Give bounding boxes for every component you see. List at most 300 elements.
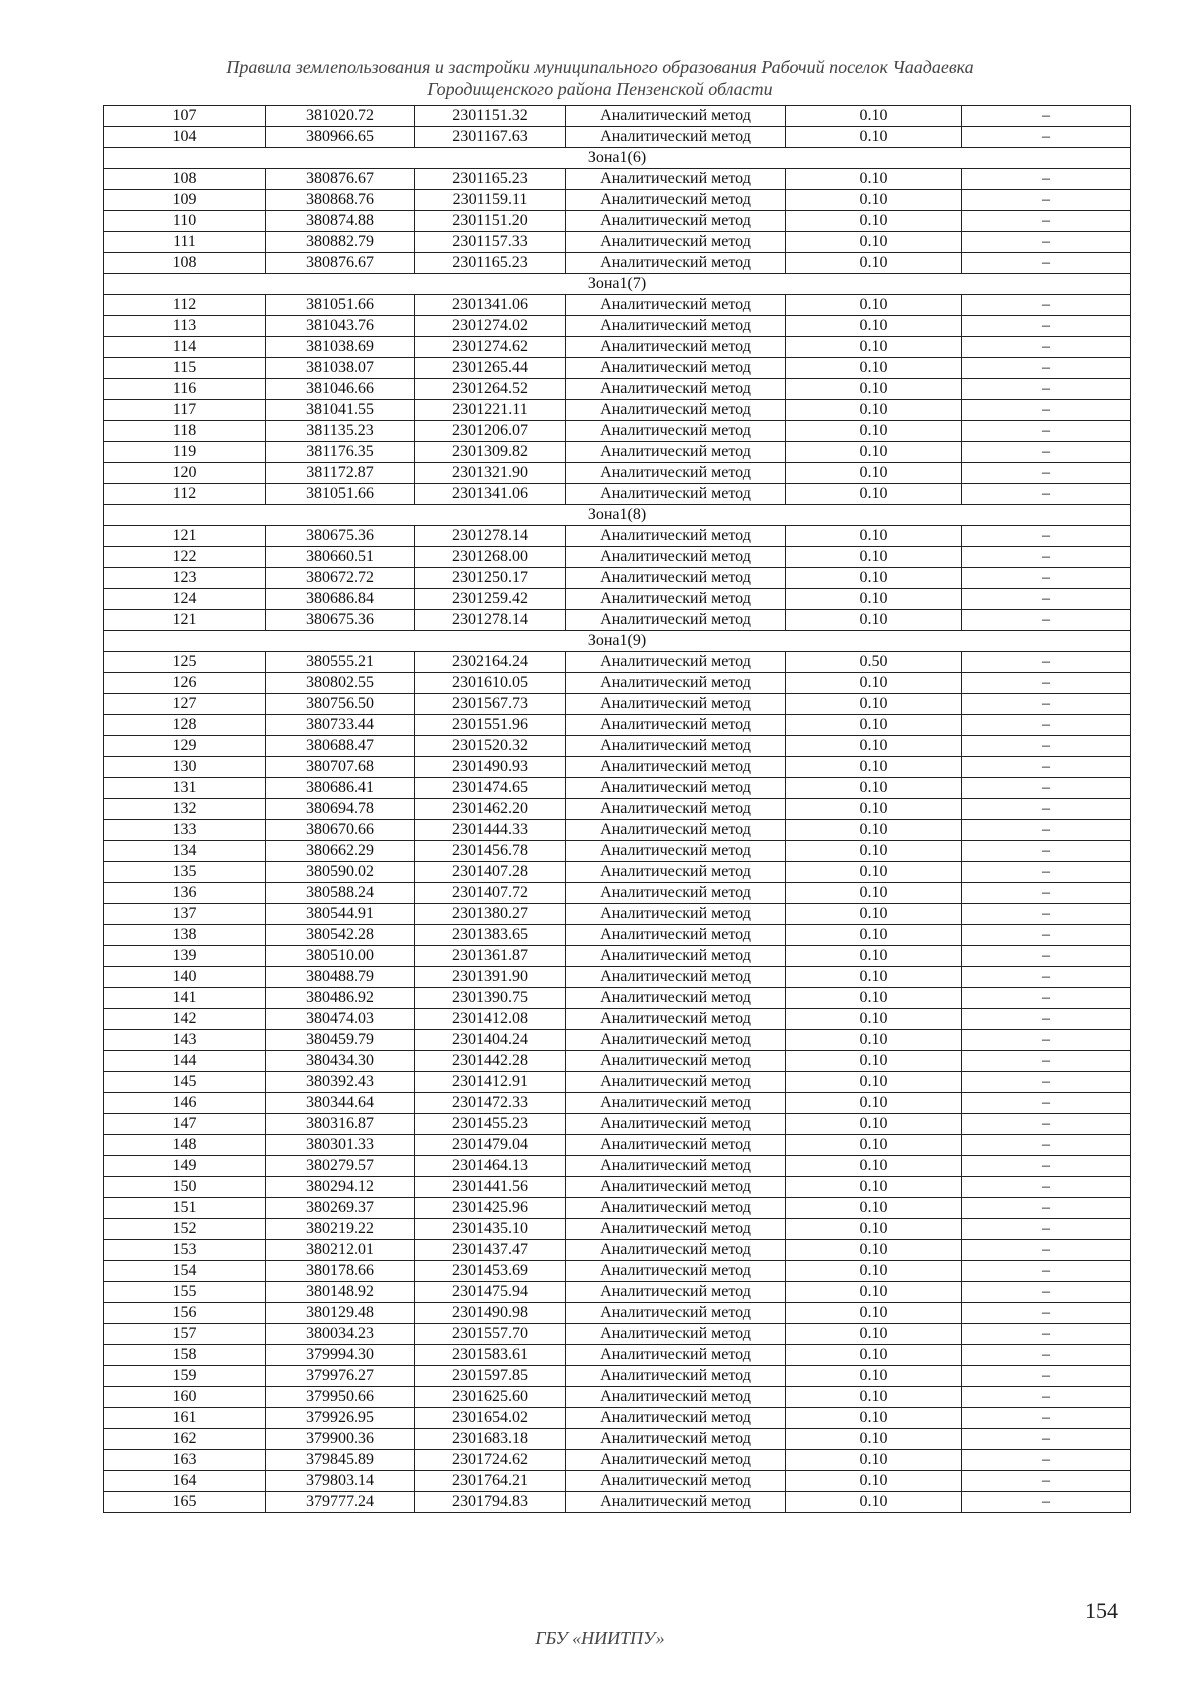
- y-coordinate-cell: 2301151.20: [415, 211, 566, 232]
- description-cell: –: [962, 253, 1131, 274]
- table-row: [104, 610, 1131, 631]
- point-number-cell: 121: [104, 526, 266, 547]
- table-row: [104, 1408, 1131, 1429]
- point-number-cell: 104: [104, 127, 266, 148]
- accuracy-cell: 0.10: [786, 1072, 962, 1093]
- x-coordinate-cell: 380688.47: [266, 736, 415, 757]
- x-coordinate-cell: 380675.36: [266, 526, 415, 547]
- table-row: [104, 295, 1131, 316]
- point-number-cell: 130: [104, 757, 266, 778]
- table-row: [104, 358, 1131, 379]
- x-coordinate-cell: 380555.21: [266, 652, 415, 673]
- x-coordinate-cell: 380212.01: [266, 1240, 415, 1261]
- y-coordinate-cell: 2301407.28: [415, 862, 566, 883]
- description-cell: –: [962, 1219, 1131, 1240]
- x-coordinate-cell: 380686.84: [266, 589, 415, 610]
- x-coordinate-cell: 380686.41: [266, 778, 415, 799]
- accuracy-cell: 0.10: [786, 1345, 962, 1366]
- table-row: [104, 127, 1131, 148]
- x-coordinate-cell: 380279.57: [266, 1156, 415, 1177]
- table-row: [104, 1093, 1131, 1114]
- description-cell: –: [962, 106, 1131, 127]
- point-number-cell: 108: [104, 253, 266, 274]
- y-coordinate-cell: 2301407.72: [415, 883, 566, 904]
- x-coordinate-cell: 381176.35: [266, 442, 415, 463]
- x-coordinate-cell: 379803.14: [266, 1471, 415, 1492]
- description-cell: –: [962, 379, 1131, 400]
- y-coordinate-cell: 2301274.02: [415, 316, 566, 337]
- description-cell: –: [962, 400, 1131, 421]
- accuracy-cell: 0.10: [786, 1009, 962, 1030]
- accuracy-cell: 0.10: [786, 778, 962, 799]
- x-coordinate-cell: 380294.12: [266, 1177, 415, 1198]
- y-coordinate-cell: 2301268.00: [415, 547, 566, 568]
- y-coordinate-cell: 2301404.24: [415, 1030, 566, 1051]
- method-cell: Аналитический метод: [566, 1282, 786, 1303]
- method-cell: Аналитический метод: [566, 358, 786, 379]
- table-row: [104, 820, 1131, 841]
- accuracy-cell: 0.10: [786, 127, 962, 148]
- description-cell: –: [962, 1303, 1131, 1324]
- point-number-cell: 131: [104, 778, 266, 799]
- coordinates-table-body: [104, 106, 1131, 1513]
- point-number-cell: 136: [104, 883, 266, 904]
- table-row: [104, 547, 1131, 568]
- method-cell: Аналитический метод: [566, 1345, 786, 1366]
- point-number-cell: 134: [104, 841, 266, 862]
- y-coordinate-cell: 2301412.91: [415, 1072, 566, 1093]
- description-cell: –: [962, 127, 1131, 148]
- zone-label: Зона1(6): [104, 148, 1131, 169]
- method-cell: Аналитический метод: [566, 463, 786, 484]
- point-number-cell: 157: [104, 1324, 266, 1345]
- table-row: [104, 715, 1131, 736]
- y-coordinate-cell: 2301206.07: [415, 421, 566, 442]
- description-cell: –: [962, 1282, 1131, 1303]
- point-number-cell: 140: [104, 967, 266, 988]
- table-row: [104, 652, 1131, 673]
- accuracy-cell: 0.10: [786, 1303, 962, 1324]
- accuracy-cell: 0.10: [786, 526, 962, 547]
- description-cell: –: [962, 778, 1131, 799]
- accuracy-cell: 0.10: [786, 1387, 962, 1408]
- y-coordinate-cell: 2301490.93: [415, 757, 566, 778]
- description-cell: –: [962, 421, 1131, 442]
- accuracy-cell: 0.10: [786, 379, 962, 400]
- table-row: [104, 1324, 1131, 1345]
- x-coordinate-cell: 380129.48: [266, 1303, 415, 1324]
- accuracy-cell: 0.10: [786, 1408, 962, 1429]
- x-coordinate-cell: 381020.72: [266, 106, 415, 127]
- y-coordinate-cell: 2301444.33: [415, 820, 566, 841]
- table-row: [104, 1492, 1131, 1513]
- method-cell: Аналитический метод: [566, 1093, 786, 1114]
- point-number-cell: 146: [104, 1093, 266, 1114]
- coordinates-table: [103, 105, 1131, 1513]
- table-row: [104, 316, 1131, 337]
- y-coordinate-cell: 2301167.63: [415, 127, 566, 148]
- table-row: [104, 190, 1131, 211]
- accuracy-cell: 0.10: [786, 820, 962, 841]
- accuracy-cell: 0.10: [786, 1177, 962, 1198]
- point-number-cell: 124: [104, 589, 266, 610]
- method-cell: Аналитический метод: [566, 1135, 786, 1156]
- table-row: [104, 925, 1131, 946]
- table-row: [104, 1198, 1131, 1219]
- x-coordinate-cell: 379777.24: [266, 1492, 415, 1513]
- table-row: [104, 904, 1131, 925]
- accuracy-cell: 0.10: [786, 232, 962, 253]
- table-row: [104, 568, 1131, 589]
- y-coordinate-cell: 2301437.47: [415, 1240, 566, 1261]
- x-coordinate-cell: 380510.00: [266, 946, 415, 967]
- zone-header-row: [104, 274, 1131, 295]
- description-cell: –: [962, 715, 1131, 736]
- accuracy-cell: 0.10: [786, 988, 962, 1009]
- description-cell: –: [962, 1492, 1131, 1513]
- x-coordinate-cell: 380675.36: [266, 610, 415, 631]
- header-line-1: Правила землепользования и застройки муниципального образования Рабочий поселок Чаадаевка: [226, 57, 974, 77]
- description-cell: –: [962, 337, 1131, 358]
- point-number-cell: 156: [104, 1303, 266, 1324]
- point-number-cell: 160: [104, 1387, 266, 1408]
- method-cell: Аналитический метод: [566, 799, 786, 820]
- description-cell: –: [962, 1030, 1131, 1051]
- description-cell: –: [962, 610, 1131, 631]
- method-cell: Аналитический метод: [566, 925, 786, 946]
- point-number-cell: 110: [104, 211, 266, 232]
- point-number-cell: 122: [104, 547, 266, 568]
- x-coordinate-cell: 380707.68: [266, 757, 415, 778]
- point-number-cell: 116: [104, 379, 266, 400]
- table-row: [104, 337, 1131, 358]
- y-coordinate-cell: 2301151.32: [415, 106, 566, 127]
- point-number-cell: 158: [104, 1345, 266, 1366]
- y-coordinate-cell: 2301475.94: [415, 1282, 566, 1303]
- description-cell: –: [962, 547, 1131, 568]
- x-coordinate-cell: 379950.66: [266, 1387, 415, 1408]
- method-cell: Аналитический метод: [566, 862, 786, 883]
- point-number-cell: 138: [104, 925, 266, 946]
- accuracy-cell: 0.10: [786, 1261, 962, 1282]
- accuracy-cell: 0.10: [786, 925, 962, 946]
- y-coordinate-cell: 2301610.05: [415, 673, 566, 694]
- y-coordinate-cell: 2301464.13: [415, 1156, 566, 1177]
- point-number-cell: 120: [104, 463, 266, 484]
- point-number-cell: 149: [104, 1156, 266, 1177]
- y-coordinate-cell: 2301157.33: [415, 232, 566, 253]
- x-coordinate-cell: 380434.30: [266, 1051, 415, 1072]
- point-number-cell: 113: [104, 316, 266, 337]
- point-number-cell: 165: [104, 1492, 266, 1513]
- table-row: [104, 400, 1131, 421]
- accuracy-cell: 0.10: [786, 1429, 962, 1450]
- x-coordinate-cell: 380034.23: [266, 1324, 415, 1345]
- table-row: [104, 1387, 1131, 1408]
- point-number-cell: 147: [104, 1114, 266, 1135]
- accuracy-cell: 0.10: [786, 1366, 962, 1387]
- table-row: [104, 1261, 1131, 1282]
- point-number-cell: 125: [104, 652, 266, 673]
- method-cell: Аналитический метод: [566, 295, 786, 316]
- method-cell: Аналитический метод: [566, 379, 786, 400]
- method-cell: Аналитический метод: [566, 127, 786, 148]
- method-cell: Аналитический метод: [566, 1198, 786, 1219]
- point-number-cell: 162: [104, 1429, 266, 1450]
- method-cell: Аналитический метод: [566, 673, 786, 694]
- point-number-cell: 148: [104, 1135, 266, 1156]
- description-cell: –: [962, 736, 1131, 757]
- y-coordinate-cell: 2301383.65: [415, 925, 566, 946]
- method-cell: Аналитический метод: [566, 1429, 786, 1450]
- x-coordinate-cell: 380874.88: [266, 211, 415, 232]
- accuracy-cell: 0.10: [786, 295, 962, 316]
- y-coordinate-cell: 2301442.28: [415, 1051, 566, 1072]
- accuracy-cell: 0.10: [786, 169, 962, 190]
- table-row: [104, 883, 1131, 904]
- y-coordinate-cell: 2301435.10: [415, 1219, 566, 1240]
- method-cell: Аналитический метод: [566, 1324, 786, 1345]
- zone-label: Зона1(7): [104, 274, 1131, 295]
- point-number-cell: 141: [104, 988, 266, 1009]
- description-cell: –: [962, 694, 1131, 715]
- x-coordinate-cell: 380486.92: [266, 988, 415, 1009]
- x-coordinate-cell: 380590.02: [266, 862, 415, 883]
- table-row: [104, 463, 1131, 484]
- description-cell: –: [962, 442, 1131, 463]
- point-number-cell: 128: [104, 715, 266, 736]
- description-cell: –: [962, 1240, 1131, 1261]
- x-coordinate-cell: 380588.24: [266, 883, 415, 904]
- table-row: [104, 1345, 1131, 1366]
- point-number-cell: 139: [104, 946, 266, 967]
- y-coordinate-cell: 2301165.23: [415, 253, 566, 274]
- description-cell: –: [962, 904, 1131, 925]
- table-row: [104, 1240, 1131, 1261]
- description-cell: –: [962, 1009, 1131, 1030]
- x-coordinate-cell: 380672.72: [266, 568, 415, 589]
- accuracy-cell: 0.10: [786, 967, 962, 988]
- method-cell: Аналитический метод: [566, 841, 786, 862]
- x-coordinate-cell: 380662.29: [266, 841, 415, 862]
- table-row: [104, 232, 1131, 253]
- description-cell: –: [962, 1072, 1131, 1093]
- accuracy-cell: 0.10: [786, 1492, 962, 1513]
- y-coordinate-cell: 2301462.20: [415, 799, 566, 820]
- point-number-cell: 123: [104, 568, 266, 589]
- table-row: [104, 673, 1131, 694]
- x-coordinate-cell: 379926.95: [266, 1408, 415, 1429]
- y-coordinate-cell: 2301764.21: [415, 1471, 566, 1492]
- point-number-cell: 107: [104, 106, 266, 127]
- point-number-cell: 135: [104, 862, 266, 883]
- accuracy-cell: 0.10: [786, 694, 962, 715]
- description-cell: –: [962, 925, 1131, 946]
- table-row: [104, 1009, 1131, 1030]
- x-coordinate-cell: 379900.36: [266, 1429, 415, 1450]
- point-number-cell: 129: [104, 736, 266, 757]
- y-coordinate-cell: 2301654.02: [415, 1408, 566, 1429]
- y-coordinate-cell: 2301520.32: [415, 736, 566, 757]
- point-number-cell: 119: [104, 442, 266, 463]
- accuracy-cell: 0.10: [786, 106, 962, 127]
- method-cell: Аналитический метод: [566, 778, 786, 799]
- accuracy-cell: 0.10: [786, 946, 962, 967]
- zone-label: Зона1(8): [104, 505, 1131, 526]
- y-coordinate-cell: 2301472.33: [415, 1093, 566, 1114]
- method-cell: Аналитический метод: [566, 736, 786, 757]
- point-number-cell: 161: [104, 1408, 266, 1429]
- method-cell: Аналитический метод: [566, 211, 786, 232]
- x-coordinate-cell: 380544.91: [266, 904, 415, 925]
- description-cell: –: [962, 1429, 1131, 1450]
- description-cell: –: [962, 799, 1131, 820]
- table-row: [104, 841, 1131, 862]
- method-cell: Аналитический метод: [566, 904, 786, 925]
- method-cell: Аналитический метод: [566, 1051, 786, 1072]
- table-row: [104, 1219, 1131, 1240]
- accuracy-cell: 0.10: [786, 1198, 962, 1219]
- table-row: [104, 736, 1131, 757]
- table-row: [104, 211, 1131, 232]
- x-coordinate-cell: 379976.27: [266, 1366, 415, 1387]
- method-cell: Аналитический метод: [566, 253, 786, 274]
- y-coordinate-cell: 2301264.52: [415, 379, 566, 400]
- y-coordinate-cell: 2301597.85: [415, 1366, 566, 1387]
- point-number-cell: 108: [104, 169, 266, 190]
- x-coordinate-cell: 380219.22: [266, 1219, 415, 1240]
- table-row: [104, 946, 1131, 967]
- accuracy-cell: 0.10: [786, 568, 962, 589]
- y-coordinate-cell: 2301221.11: [415, 400, 566, 421]
- table-row: [104, 526, 1131, 547]
- y-coordinate-cell: 2301425.96: [415, 1198, 566, 1219]
- y-coordinate-cell: 2301390.75: [415, 988, 566, 1009]
- description-cell: –: [962, 232, 1131, 253]
- y-coordinate-cell: 2301441.56: [415, 1177, 566, 1198]
- table-row: [104, 1072, 1131, 1093]
- accuracy-cell: 0.10: [786, 610, 962, 631]
- table-row: [104, 1282, 1131, 1303]
- method-cell: Аналитический метод: [566, 694, 786, 715]
- method-cell: Аналитический метод: [566, 190, 786, 211]
- description-cell: –: [962, 1198, 1131, 1219]
- y-coordinate-cell: 2301341.06: [415, 295, 566, 316]
- x-coordinate-cell: 381051.66: [266, 295, 415, 316]
- accuracy-cell: 0.10: [786, 253, 962, 274]
- accuracy-cell: 0.10: [786, 1450, 962, 1471]
- accuracy-cell: 0.10: [786, 589, 962, 610]
- y-coordinate-cell: 2301583.61: [415, 1345, 566, 1366]
- description-cell: –: [962, 946, 1131, 967]
- y-coordinate-cell: 2301724.62: [415, 1450, 566, 1471]
- table-row: [104, 1051, 1131, 1072]
- description-cell: –: [962, 967, 1131, 988]
- y-coordinate-cell: 2301391.90: [415, 967, 566, 988]
- table-row: [104, 1177, 1131, 1198]
- method-cell: Аналитический метод: [566, 316, 786, 337]
- description-cell: –: [962, 526, 1131, 547]
- method-cell: Аналитический метод: [566, 589, 786, 610]
- table-row: [104, 1366, 1131, 1387]
- method-cell: Аналитический метод: [566, 1114, 786, 1135]
- accuracy-cell: 0.10: [786, 715, 962, 736]
- description-cell: –: [962, 295, 1131, 316]
- accuracy-cell: 0.10: [786, 1114, 962, 1135]
- y-coordinate-cell: 2301551.96: [415, 715, 566, 736]
- method-cell: Аналитический метод: [566, 967, 786, 988]
- table-row: [104, 484, 1131, 505]
- zone-header-row: [104, 505, 1131, 526]
- y-coordinate-cell: 2301278.14: [415, 526, 566, 547]
- point-number-cell: 112: [104, 484, 266, 505]
- point-number-cell: 137: [104, 904, 266, 925]
- y-coordinate-cell: 2301274.62: [415, 337, 566, 358]
- point-number-cell: 143: [104, 1030, 266, 1051]
- x-coordinate-cell: 380876.67: [266, 253, 415, 274]
- page-number: 154: [1085, 1598, 1118, 1623]
- accuracy-cell: 0.10: [786, 421, 962, 442]
- accuracy-cell: 0.10: [786, 442, 962, 463]
- method-cell: Аналитический метод: [566, 169, 786, 190]
- method-cell: Аналитический метод: [566, 1177, 786, 1198]
- method-cell: Аналитический метод: [566, 1240, 786, 1261]
- method-cell: Аналитический метод: [566, 1156, 786, 1177]
- method-cell: Аналитический метод: [566, 547, 786, 568]
- point-number-cell: 142: [104, 1009, 266, 1030]
- accuracy-cell: 0.10: [786, 400, 962, 421]
- description-cell: –: [962, 883, 1131, 904]
- page-header: [0, 56, 1200, 100]
- method-cell: Аналитический метод: [566, 610, 786, 631]
- x-coordinate-cell: 381046.66: [266, 379, 415, 400]
- y-coordinate-cell: 2301625.60: [415, 1387, 566, 1408]
- y-coordinate-cell: 2301309.82: [415, 442, 566, 463]
- x-coordinate-cell: 381038.69: [266, 337, 415, 358]
- point-number-cell: 163: [104, 1450, 266, 1471]
- accuracy-cell: 0.10: [786, 799, 962, 820]
- y-coordinate-cell: 2301490.98: [415, 1303, 566, 1324]
- table-row: [104, 694, 1131, 715]
- accuracy-cell: 0.10: [786, 757, 962, 778]
- point-number-cell: 121: [104, 610, 266, 631]
- method-cell: Аналитический метод: [566, 400, 786, 421]
- table-row: [104, 169, 1131, 190]
- y-coordinate-cell: 2301456.78: [415, 841, 566, 862]
- accuracy-cell: 0.10: [786, 883, 962, 904]
- x-coordinate-cell: 380876.67: [266, 169, 415, 190]
- method-cell: Аналитический метод: [566, 337, 786, 358]
- method-cell: Аналитический метод: [566, 484, 786, 505]
- description-cell: –: [962, 211, 1131, 232]
- accuracy-cell: 0.10: [786, 547, 962, 568]
- accuracy-cell: 0.10: [786, 1135, 962, 1156]
- y-coordinate-cell: 2301453.69: [415, 1261, 566, 1282]
- table-row: [104, 1450, 1131, 1471]
- method-cell: Аналитический метод: [566, 988, 786, 1009]
- point-number-cell: 126: [104, 673, 266, 694]
- method-cell: Аналитический метод: [566, 715, 786, 736]
- y-coordinate-cell: 2301567.73: [415, 694, 566, 715]
- method-cell: Аналитический метод: [566, 1408, 786, 1429]
- point-number-cell: 153: [104, 1240, 266, 1261]
- point-number-cell: 144: [104, 1051, 266, 1072]
- method-cell: Аналитический метод: [566, 421, 786, 442]
- x-coordinate-cell: 379994.30: [266, 1345, 415, 1366]
- table-row: [104, 1114, 1131, 1135]
- point-number-cell: 109: [104, 190, 266, 211]
- point-number-cell: 132: [104, 799, 266, 820]
